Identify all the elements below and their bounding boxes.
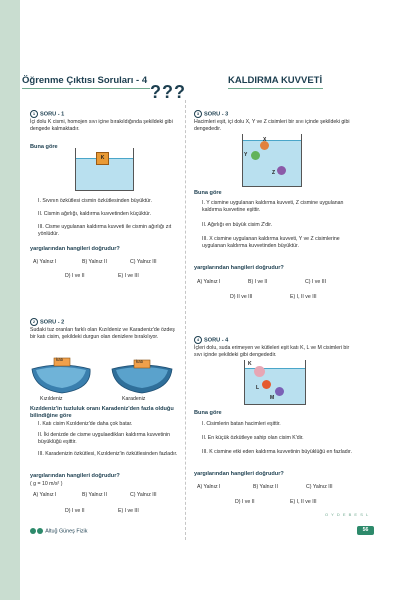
q2-item-1: I. Katı cisim Kızıldeniz'de daha çok batar. — [38, 421, 133, 427]
q4-option-d[interactable]: D) I ve II — [235, 499, 255, 505]
q4-stem: İçleri dolu, suda erimeyen ve kütleleri eşit katı K, L ve M cisimleri bir sıvı içinde şekildeki gibi dengededir. — [194, 345, 350, 358]
q2-sea-2-label: Karadeniz — [122, 396, 146, 402]
q4-lead: Buna göre — [194, 410, 222, 416]
q2-option-d[interactable]: D) I ve II — [65, 508, 85, 514]
q1-title: SORU - 1 — [40, 111, 65, 118]
q4-heading — [194, 336, 228, 344]
q4-number-badge: 4 — [194, 336, 202, 344]
publisher-name: Altuğ Güneş Fizik — [45, 528, 88, 535]
q3-water — [243, 140, 301, 186]
q2-object-2-label: katı — [136, 359, 144, 364]
q3-option-c[interactable]: C) I ve III — [305, 279, 327, 285]
q3-label-y: Y — [244, 152, 248, 158]
section-title-underline — [22, 88, 150, 89]
q3-question: yargılarından hangileri doğrudur? — [194, 265, 284, 271]
q3-label-z: Z — [272, 170, 276, 176]
q4-question: yargılarından hangileri doğrudur? — [194, 471, 284, 477]
q3-stem: Hacimleri eşit, içi dolu X, Y ve Z cisimleri bir sıvı içinde şekildeki gibi dengededir. — [194, 119, 350, 132]
q3-label-x: X — [263, 137, 267, 143]
q1-stem: İçi dolu K cismi, homojen sıvı içine bırakıldığında şekildeki gibi dengede kalmaktadır. — [30, 119, 173, 132]
q1-question: yargılarından hangileri doğrudur? — [30, 246, 120, 252]
q4-label-k: K — [248, 361, 252, 367]
q2-heading — [30, 318, 64, 326]
q1-option-c[interactable]: C) Yalnız III — [130, 259, 157, 265]
topic-title-underline — [228, 88, 323, 89]
q2-option-a[interactable]: A) Yalnız I — [33, 492, 57, 498]
q4-option-b[interactable]: B) Yalnız II — [253, 484, 278, 490]
section-title: Öğrenme Çıktısı Soruları - 4 — [22, 75, 148, 86]
q1-tank — [75, 148, 134, 191]
q3-item-3: III. X cismine uygulanan kaldırma kuvveti, Y ve Z cisimlerine uygulanan kaldırma kuvvetinden büyüktür. — [202, 236, 340, 249]
publisher-logo-icon-2 — [37, 528, 43, 534]
q1-heading — [30, 110, 64, 118]
q1-option-d[interactable]: D) I ve II — [65, 273, 85, 279]
q4-ball-l — [262, 380, 271, 389]
q1-option-b[interactable]: B) Yalnız II — [82, 259, 107, 265]
q3-option-d[interactable]: D) II ve III — [230, 294, 253, 300]
publisher-logo-icon — [30, 528, 36, 534]
q2-sea-1-label: Kızıldeniz — [40, 396, 63, 402]
q4-item-2: II. En küçük özkütleye sahip olan cisim K'dir. — [202, 435, 304, 441]
q1-item-2: II. Cismin ağırlığı, kaldırma kuvvetinden küçüktür. — [38, 211, 152, 217]
question-marks-decoration: ??? — [150, 82, 186, 102]
q2-number-badge: 2 — [30, 318, 38, 326]
footer-publisher — [30, 528, 87, 534]
footer-tag: O Y D E B E S L — [325, 512, 370, 517]
q3-water-surface — [243, 140, 301, 141]
q1-option-a[interactable]: A) Yalnız I — [33, 259, 57, 265]
q4-label-m: M — [270, 395, 275, 401]
q4-title: SORU - 4 — [204, 337, 229, 344]
q1-number-badge: 1 — [30, 110, 38, 118]
q3-option-a[interactable]: A) Yalnız I — [197, 279, 221, 285]
q3-title: SORU - 3 — [204, 111, 229, 118]
topic-title: KALDIRMA KUVVETİ — [228, 75, 323, 86]
q2-question: yargılarından hangileri doğrudur? — [30, 473, 120, 479]
q2-item-3: III. Karadenizin özkütlesi, Kızıldeniz'in özkütlesinden fazladır. — [38, 451, 178, 457]
q4-tank — [244, 360, 306, 405]
q2-object-1-label: katı — [56, 357, 64, 362]
q4-ball-m — [275, 387, 284, 396]
q2-option-c[interactable]: C) Yalnız III — [130, 492, 157, 498]
q3-tank — [242, 134, 302, 187]
q2-stem: Sudaki tuz oranları farklı olan Kızıldeniz ve Karadeniz'de özdeş bir katı cisim, şekildeki durgun olan denizlere bırakılıyor. — [30, 327, 175, 340]
q1-option-e[interactable]: E) I ve III — [118, 273, 139, 279]
q1-object-k: K — [96, 152, 109, 165]
q2-gravity: ( g = 10 m/s² ) — [30, 481, 63, 487]
q4-option-a[interactable]: A) Yalnız I — [197, 484, 221, 490]
q2-seas-figure — [30, 355, 180, 397]
q4-label-l: L — [256, 385, 260, 391]
q3-heading — [194, 110, 228, 118]
q3-option-e[interactable]: E) I, II ve III — [290, 294, 317, 300]
q2-option-e[interactable]: E) I ve III — [118, 508, 139, 514]
q4-item-3: III. K cismine etki eden kaldırma kuvvetinin büyüklüğü en fazladır. — [202, 449, 352, 455]
q4-option-c[interactable]: C) Yalnız III — [306, 484, 333, 490]
q3-lead: Buna göre — [194, 190, 222, 196]
q2-title: SORU - 2 — [40, 319, 65, 326]
q1-item-3: III. Cisme uygulanan kaldırma kuvveti ile cismin ağırlığı zıt yönlüdür. — [38, 224, 172, 237]
side-strip — [0, 0, 20, 600]
q3-item-1: I. Y cismine uygulanan kaldırma kuvveti, Z cismine uygulanan kaldırma kuvvetine eşittir. — [202, 200, 344, 213]
q3-option-b[interactable]: B) I ve II — [248, 279, 268, 285]
column-divider — [185, 100, 186, 540]
q3-ball-z — [277, 166, 286, 175]
q3-item-2: II. Ağırlığı en büyük cisim Z'dir. — [202, 222, 273, 228]
q4-option-e[interactable]: E) I, II ve III — [290, 499, 317, 505]
q4-item-1: I. Cisimlerin batan hacimleri eşittir. — [202, 421, 281, 427]
q3-number-badge: 3 — [194, 110, 202, 118]
q4-ball-k — [254, 366, 265, 377]
q2-lead: Kızıldeniz'in tuzluluk oranı Karadeniz'den fazla olduğu bilindiğine göre — [30, 406, 174, 419]
page-number: 56 — [357, 526, 374, 535]
q2-option-b[interactable]: B) Yalnız II — [82, 492, 107, 498]
q1-lead: Buna göre — [30, 144, 58, 150]
q3-ball-y — [251, 151, 260, 160]
q1-item-1: I. Sıvının özkütlesi cismin özkütlesinden büyüktür. — [38, 198, 152, 204]
q2-item-2: II. İki denizde de cisme uygulaedikları kaldırma kuvvetinin büyüklüğü eşittir. — [38, 432, 171, 445]
